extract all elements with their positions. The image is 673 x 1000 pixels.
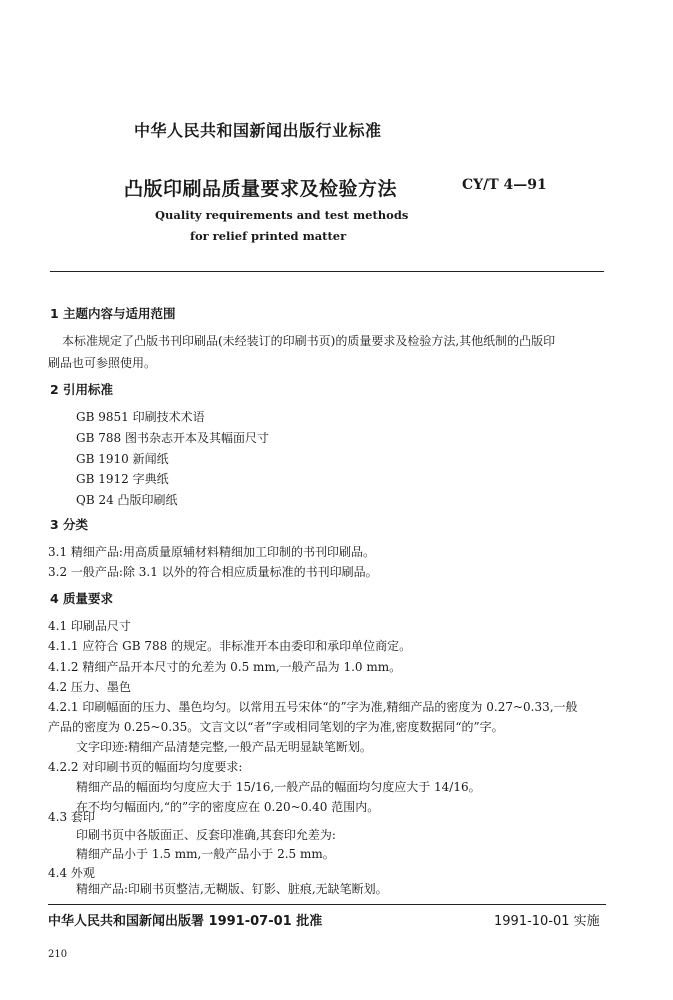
- section-4-2-1-line-1: 4.2.1 印刷幅面的压力、墨色均匀。以常用五号宋体“的”字为准,精细产品的密度为 0.27~0.33,一般: [48, 700, 578, 714]
- english-title-line-1: Quality requirements and test methods: [155, 208, 409, 222]
- reference-item: GB 1912 字典纸: [76, 472, 169, 486]
- page-number: 210: [48, 949, 68, 960]
- section-4-2-1-line-3: 文字印迹:精细产品清楚完整,一般产品无明显缺笔断划。: [76, 740, 372, 754]
- section-4-4-line-1: 精细产品:印刷书页整洁,无糊版、钉影、脏痕,无缺笔断划。: [76, 882, 388, 896]
- footer-divider: [48, 904, 606, 905]
- standard-code: CY/T 4—91: [462, 177, 547, 193]
- document-title: 凸版印刷品质量要求及检验方法: [124, 178, 398, 200]
- section-2-heading: 2 引用标准: [50, 382, 114, 397]
- issuing-org: 中华人民共和国新闻出版行业标准: [134, 121, 382, 140]
- section-1-paragraph-line-1: 本标准规定了凸版书刊印刷品(未经装订的印刷书页)的质量要求及检验方法,其他纸制的凸版印: [62, 334, 556, 348]
- english-title-line-2: for relief printed matter: [190, 229, 347, 243]
- section-1-heading: 1 主题内容与适用范围: [50, 306, 176, 321]
- section-4-3-line-2: 精细产品小于 1.5 mm,一般产品小于 2.5 mm。: [76, 847, 335, 861]
- approval-line: 中华人民共和国新闻出版署 1991-07-01 批准: [48, 914, 323, 929]
- section-3-heading: 3 分类: [50, 517, 89, 532]
- reference-item: GB 788 图书杂志开本及其幅面尺寸: [76, 431, 269, 445]
- section-4-2-2-line-1: 精细产品的幅面均匀度应大于 15/16,一般产品的幅面均匀度应大于 14/16。: [76, 780, 481, 794]
- section-3-2: 3.2 一般产品:除 3.1 以外的符合相应质量标准的书刊印刷品。: [48, 565, 378, 579]
- section-4-2-2: 4.2.2 对印刷书页的幅面均匀度要求:: [48, 760, 243, 774]
- section-4-1: 4.1 印刷品尺寸: [48, 619, 131, 633]
- section-4-2: 4.2 压力、墨色: [48, 680, 131, 694]
- section-4-2-1-line-2: 产品的密度为 0.25~0.35。文言文以“者”字或相同笔划的字为准,密度数据同“的”字。: [48, 720, 504, 734]
- section-4-4: 4.4 外观: [48, 866, 95, 880]
- reference-item: GB 9851 印刷技术术语: [76, 410, 205, 424]
- section-4-heading: 4 质量要求: [50, 591, 114, 606]
- section-3-1: 3.1 精细产品:用高质量原辅材料精细加工印制的书刊印刷品。: [48, 545, 375, 559]
- section-4-1-2: 4.1.2 精细产品开本尺寸的允差为 0.5 mm,一般产品为 1.0 mm。: [48, 660, 402, 674]
- reference-item: QB 24 凸版印刷纸: [76, 493, 178, 507]
- section-4-2-2-line-2: 在不均匀幅面内,“的”字的密度应在 0.20~0.40 范围内。: [76, 800, 380, 814]
- header-divider: [50, 271, 604, 272]
- effective-date: 1991-10-01 实施: [494, 914, 600, 929]
- section-1-paragraph-line-2: 刷品也可参照使用。: [48, 356, 157, 370]
- section-4-3-line-1: 印刷书页中各版面正、反套印准确,其套印允差为:: [76, 828, 336, 842]
- section-4-1-1: 4.1.1 应符合 GB 788 的规定。非标准开本由委印和承印单位商定。: [48, 639, 412, 653]
- reference-item: GB 1910 新闻纸: [76, 452, 169, 466]
- section-4-3: 4.3 套印: [48, 810, 95, 824]
